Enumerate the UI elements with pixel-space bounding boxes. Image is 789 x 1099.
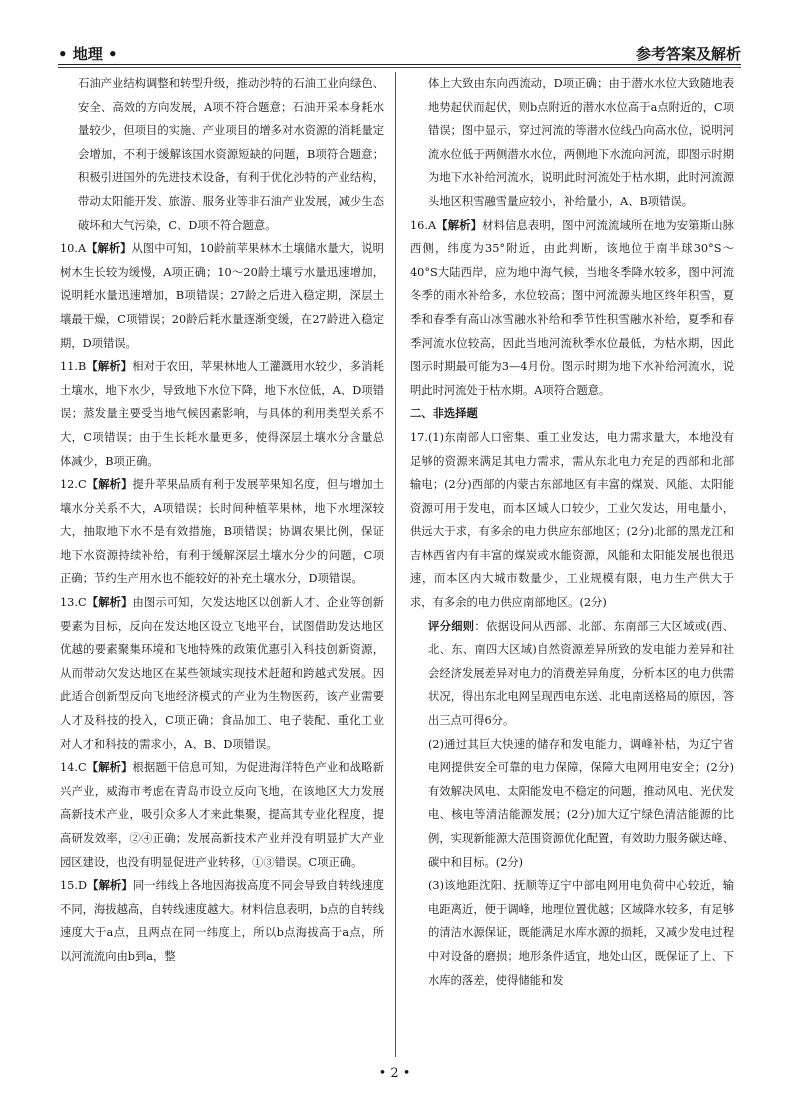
page-header	[58, 38, 741, 64]
q17-scoring	[410, 615, 734, 733]
q16-text: 材料信息表明，图中河流流域所在地为安第斯山脉西侧，纬度为35°附近，由此判断，该地位于南半球30°S～40°S大陆西岸，应为地中海气候，当地冬季降水较多，图中河流冬季的雨水补给多，水位较高；图中河流源头地区终年积雪，夏季和春季有高山冰雪融水补给和季节性积雪融水补给，夏季和春季河流水位较高，因此当地河流秋季水位最低，为枯水期，因此图示时期最可能为3—4月份。图示时期为地下水补给河流水，说明此时河流处于枯水期。A项符合题意。	[410, 218, 734, 397]
q13-tag: 【解析】	[86, 595, 133, 610]
scoring-text: ：依据设问从西部、北部、东南部三大区域或(西、北、东、南四大区域)自然资源差异所致的发电能力差异和社会经济发展差异对电力的消费差异角度，分析本区的电力供需状况，得出东北电网呈现西电东送、北电南送格局的原因，答出三点可得6分。	[428, 619, 734, 728]
q12-tag: 【解析】	[86, 477, 133, 492]
q15-answer	[60, 874, 384, 968]
q11-answer	[60, 355, 384, 473]
q14-tag: 【解析】	[86, 760, 133, 775]
q12-text: 提升苹果品质有利于发展苹果知名度，但与增加土壤水分关系不大，A项错误；长时间种植苹果林，地下水埋深较大，抽取地下水不是有效措施，B项错误；协调农果比例，保证地下水资源持续补给，有利于缓解深层土壤水分少的问题，C项正确；节约生产用水也不能较好的补充土壤水分，D项错误。	[60, 478, 384, 586]
q17-part1	[410, 426, 734, 615]
q16-tag: 【解析】	[436, 217, 483, 232]
q10-answer	[60, 237, 384, 355]
section-heading: 二、非选择题	[410, 406, 478, 421]
q9-continuation: 石油产业结构调整和转型升级，推动沙特的石油工业向绿色、安全、高效的方向发展，A项不符合题意；石油开采本身耗水量较少，但项目的实施、产业项目的增多对水资源的消耗量定会增加，不利于缓解该国水资源短缺的问题，B项符合题意；积极引进国外的先进技术设备，有利于优化沙特的产业结构，带动太阳能开发、旅游、服务业等非石油产业发展，减少生态破坏和大气污染，C、D项不符合题意。	[78, 77, 384, 232]
q11-text: 相对于农田，苹果林地人工灌溉用水较少，多消耗土壤水，地下水少，导致地下水位下降，地下水位低，A、D项错误；蒸发量主要受当地气候因素影响，与具体的利用类型关系不大，C项错误；由于生长耗水量更多，使得深层土壤水分含量总体减少，B项正确。	[60, 360, 384, 468]
header-title: 参考答案及解析	[635, 45, 741, 63]
q15-continuation: 体上大致由东向西流动，D项正确；由于潜水水位大致随地表地势起伏而起伏，则b点附近的潜水水位高于a点附近的，C项错误；图中显示，穿过河流的等潜水位线凸向高水位，说明河流水位低于两侧潜水水位，两侧地下水流向河流，即图示时期为地下水补给河流水，说明此时河流处于枯水期，此时河流源头地区积雪融雪量应较小，补给量小，A、B项错误。	[428, 77, 734, 208]
q10-text: 从图中可知，10龄前苹果林木土壤储水量大，说明树木生长较为缓慢，A项正确；10～20龄土壤亏水量迅速增加，说明耗水量迅速增加，B项错误；27龄之后进入稳定期，深层土壤最干燥，C项错误；20龄后耗水量逐渐变缓，在27龄进入稳定期，D项错误。	[60, 242, 384, 350]
subject-label: • 地理 •	[58, 45, 118, 63]
page-number: • 2 •	[378, 1066, 411, 1081]
q15-tag: 【解析】	[87, 878, 133, 893]
left-column	[60, 72, 384, 969]
q17-part1-text: (1)东南部人口密集、重工业发达，电力需求量大，本地没有足够的资源来满足其电力需求，需从东北电力充足的西部和北部输电；(2分)西部的内蒙古东部地区有丰富的煤炭、风能、太阳能资源可用于发电，而本区域人口较少，工业欠发达，用电量小，供远大于求，有多余的电力供应东部地区；(2分)北部的黑龙江和吉林西省内有丰富的煤炭或水能资源，风能和太阳能发展也很迅速，而本区内大城市数量少，工业规模有限，电力生产供大于求，有多余的电力供应南部地区。(2分)	[410, 430, 734, 610]
q14-number: 14.C	[60, 761, 87, 775]
q15-number: 15.D	[60, 879, 88, 893]
q16-number: 16.A	[410, 218, 437, 232]
q17-number: 17.	[410, 430, 428, 444]
right-column	[410, 72, 734, 992]
q12-number: 12.C	[60, 478, 87, 492]
column-divider	[395, 72, 396, 1057]
q16-answer	[410, 214, 734, 403]
q11-number: 11.B	[60, 360, 87, 374]
header-rule	[58, 64, 741, 65]
q17-part3: (3)该地距沈阳、抚顺等辽宁中部电网用电负荷中心较近，输电距离近，便于调峰，地理位置优越；区域降水较多，有足够的清洁水源保证，既能满足水库水源的损耗，又减少发电过程中对设备的磨损；地形条件适宜，地处山区，既保证了上、下水库的落差，使得储能和发	[428, 879, 734, 987]
q13-number: 13.C	[60, 596, 87, 610]
q10-number: 10.A	[60, 242, 87, 256]
q13-text: 由图示可知，欠发达地区以创新人才、企业等创新要素为目标，反向在发达地区设立飞地平台，试图借助发达地区优越的要素聚集环境和飞地特殊的政策优惠引入科技创新资源，从而带动欠发达地区在某些领域实现技术赶超和跨越式发展。因此适合创新型反向飞地经济模式的产业为生物医药，该产业需要人才及科技的投入，C项正确；食品加工、电子装配、重化工业对人才和科技的需求小，A、B、D项错误。	[60, 596, 384, 751]
q12-answer	[60, 473, 384, 591]
q15-text: 同一纬线上各地因海拔高度不同会导致自转线速度不同，海拔越高，自转线速度越大。材料信息表明，b点的自转线速度大于a点，且两点在同一纬度上，所以b点海拔高于a点，所以河流流向由b到a，整	[60, 879, 384, 963]
q14-answer	[60, 756, 384, 874]
q14-text: 根据题干信息可知，为促进海洋特色产业和战略新兴产业，威海市考虑在青岛市设立反向飞地，在该地区大力发展高新技术产业，吸引众多人才来此集聚，提高其专业化程度，提高研发效率，②④正确；发展高新技术产业并没有明显扩大产业园区建设，也没有明显促进产业转移，①③错误。C项正确。	[60, 761, 384, 869]
q13-answer	[60, 591, 384, 756]
q11-tag: 【解析】	[86, 359, 133, 374]
q17-part2: (2)通过其巨大快速的储存和发电能力，调峰补枯，为辽宁省电网提供安全可靠的电力保障，保障大电网用电安全；(2分)有效解决风电、太阳能发电不稳定的问题，推动风电、光伏发电、核电等清洁能源发展；(2分)加大辽宁绿色清洁能源的比例，实现新能源大范围资源优化配置，有效助力服务碳达峰、碳中和目标。(2分)	[428, 737, 734, 869]
header-rule-thin	[58, 67, 741, 68]
q10-tag: 【解析】	[86, 241, 132, 256]
scoring-label: 评分细则	[428, 618, 475, 633]
